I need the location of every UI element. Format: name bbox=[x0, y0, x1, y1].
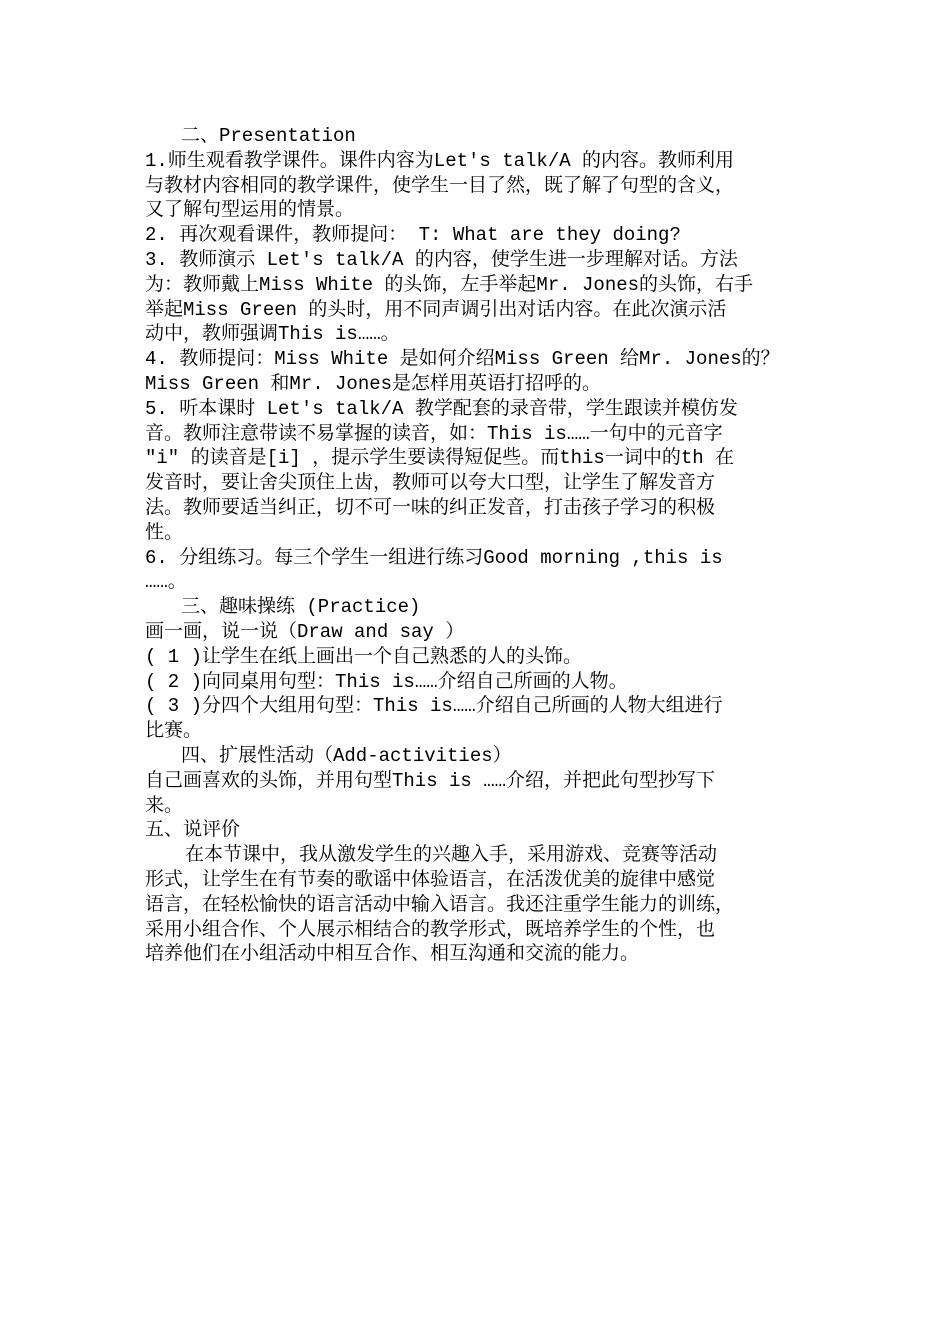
paragraph-line: 与教材内容相同的教学课件，使学生一目了然，既了解了句型的含义， bbox=[145, 174, 735, 197]
paragraph-line: 1.师生观看教学课件。课件内容为Let's talk/A 的内容。教师利用 bbox=[145, 149, 735, 172]
paragraph-line: 4. 教师提问：Miss White 是如何介绍Miss Green 给Mr. Jones的？ bbox=[145, 348, 780, 371]
paragraph-line: 形式，让学生在有节奏的歌谣中体验语言，在活泼优美的旋律中感觉 bbox=[145, 868, 716, 891]
paragraph-line: 动中，教师强调This is……。 bbox=[145, 323, 400, 346]
paragraph-line: 采用小组合作、个人展示相结合的教学形式，既培养学生的个性，也 bbox=[145, 918, 716, 941]
list-item: ( 1 )让学生在纸上画出一个自己熟悉的人的头饰。 bbox=[145, 645, 583, 668]
section-heading-practice: 三、趣味操练 (Practice) bbox=[181, 596, 421, 619]
paragraph-line: 语言，在轻松愉快的语言活动中输入语言。我还注重学生能力的训练， bbox=[145, 893, 735, 916]
paragraph-line: 性。 bbox=[145, 521, 184, 544]
list-item: ( 3 )分四个大组用句型：This is……介绍自己所画的人物大组进行 bbox=[145, 695, 723, 718]
list-item: ( 2 )向同桌用句型：This is……介绍自己所画的人物。 bbox=[145, 670, 628, 693]
paragraph-line: Miss Green 和Mr. Jones是怎样用英语打招呼的。 bbox=[145, 372, 602, 395]
paragraph-line: 又了解句型运用的情景。 bbox=[145, 199, 355, 222]
paragraph-line: 3. 教师演示 Let's talk/A 的内容，使学生进一步理解对话。方法 bbox=[145, 248, 738, 271]
paragraph-line: 法。教师要适当纠正，切不可一味的纠正发音，打击孩子学习的积极 bbox=[145, 496, 716, 519]
paragraph-line: 培养他们在小组活动中相互合作、相互沟通和交流的能力。 bbox=[145, 943, 640, 966]
paragraph-line: 6. 分组练习。每三个学生一组进行练习Good morning ,this is bbox=[145, 546, 723, 569]
paragraph-line: 5. 听本课时 Let's talk/A 教学配套的录音带，学生跟读并模仿发 bbox=[145, 397, 738, 420]
paragraph-line: "i" 的读音是[i] ，提示学生要读得短促些。而this一词中的th 在 bbox=[145, 447, 735, 470]
paragraph-line: 自己画喜欢的头饰，并用句型This is ……介绍，并把此句型抄写下 bbox=[145, 769, 716, 792]
paragraph-line: ……。 bbox=[145, 571, 187, 594]
paragraph-line: 为：教师戴上Miss White 的头饰，左手举起Mr. Jones的头饰，右手 bbox=[145, 273, 754, 296]
section-heading-add-activities: 四、扩展性活动（Add-activities） bbox=[181, 744, 512, 767]
document-page bbox=[145, 124, 825, 967]
paragraph-line: 2. 再次观看课件，教师提问： T: What are they doing? bbox=[145, 224, 681, 247]
section-heading-evaluation: 五、说评价 bbox=[145, 819, 241, 842]
paragraph-line: 在本节课中，我从激发学生的兴趣入手，采用游戏、竞赛等活动 bbox=[185, 844, 718, 867]
section-heading-presentation: 二、Presentation bbox=[181, 125, 356, 147]
paragraph-line: 发音时，要让舍尖顶住上齿，教师可以夸大口型，让学生了解发音方 bbox=[145, 472, 716, 495]
paragraph-line: 举起Miss Green 的头时，用不同声调引出对话内容。在此次演示活 bbox=[145, 298, 727, 321]
paragraph-line: 画一画，说一说（Draw and say ） bbox=[145, 620, 465, 643]
paragraph-line: 来。 bbox=[145, 794, 184, 817]
paragraph-line: 音。教师注意带读不易掌握的读音，如：This is……一句中的元音字 bbox=[145, 422, 723, 445]
paragraph-line: 比赛。 bbox=[145, 720, 203, 743]
